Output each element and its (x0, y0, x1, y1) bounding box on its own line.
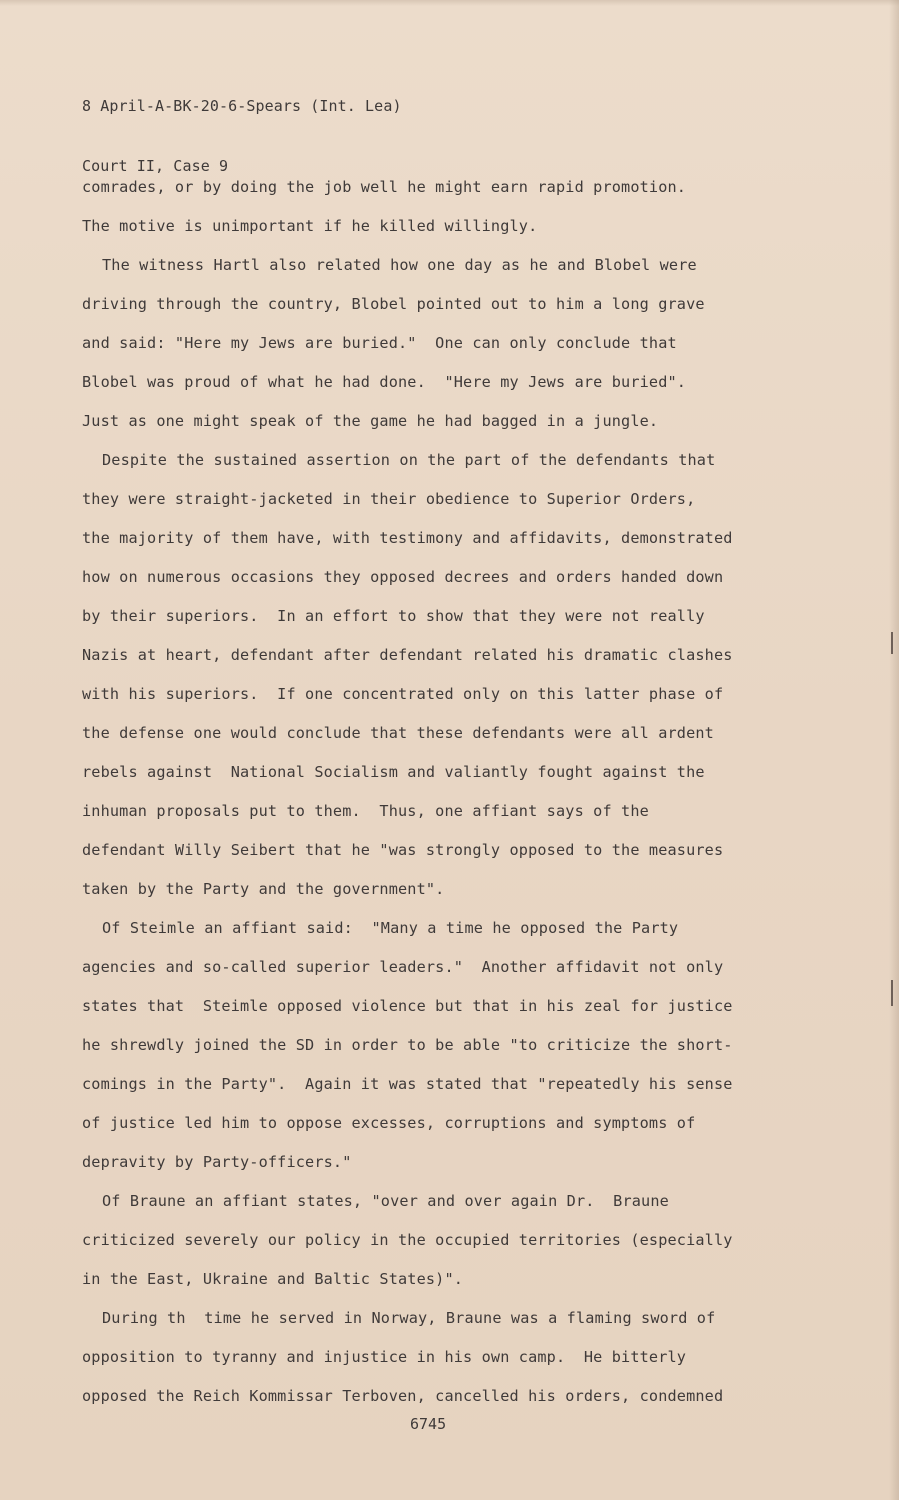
header-line-1: 8 April-A-BK-20-6-Spears (Int. Lea) (82, 97, 402, 115)
text-line: criticized severely our policy in the occupied territories (especially (82, 1231, 733, 1249)
text-line: comings in the Party". Again it was stated that "repeatedly his sense (82, 1075, 733, 1093)
text-line: by their superiors. In an effort to show that they were not really (82, 607, 705, 625)
edge-mark (891, 980, 893, 1006)
text-line: inhuman proposals put to them. Thus, one affiant says of the (82, 802, 649, 820)
text-line: of justice led him to oppose excesses, corruptions and symptoms of (82, 1114, 696, 1132)
text-line: and said: "Here my Jews are buried." One can only conclude that (82, 334, 677, 352)
text-line: Of Braune an affiant states, "over and over again Dr. Braune (102, 1192, 669, 1210)
body-text (82, 168, 782, 1416)
text-line: defendant Willy Seibert that he "was strongly opposed to the measures (82, 841, 724, 859)
text-line: states that Steimle opposed violence but that in his zeal for justice (82, 997, 733, 1015)
text-line: driving through the country, Blobel pointed out to him a long grave (82, 295, 705, 313)
text-line: the majority of them have, with testimony and affidavits, demonstrated (82, 529, 733, 547)
text-line: Despite the sustained assertion on the part of the defendants that (102, 451, 716, 469)
text-line: The motive is unimportant if he killed willingly. (82, 217, 538, 235)
text-line: opposed the Reich Kommissar Terboven, cancelled his orders, condemned (82, 1387, 724, 1405)
text-line: he shrewdly joined the SD in order to be able "to criticize the short- (82, 1036, 733, 1054)
text-line: taken by the Party and the government". (82, 880, 445, 898)
text-line: Blobel was proud of what he had done. "Here my Jews are buried". (82, 373, 687, 391)
text-line: with his superiors. If one concentrated only on this latter phase of (82, 685, 724, 703)
text-line: Of Steimle an affiant said: "Many a time he opposed the Party (102, 919, 679, 937)
text-line: they were straight-jacketed in their obedience to Superior Orders, (82, 490, 696, 508)
page-top-shadow (0, 0, 899, 6)
text-line: rebels against National Socialism and valiantly fought against the (82, 763, 705, 781)
text-line: in the East, Ukraine and Baltic States)". (82, 1270, 464, 1288)
page-right-edge (889, 0, 899, 1500)
text-line: agencies and so-called superior leaders." Another affidavit not only (82, 958, 724, 976)
text-line: Nazis at heart, defendant after defendant related his dramatic clashes (82, 646, 733, 664)
edge-mark (891, 632, 893, 654)
text-line: Just as one might speak of the game he had bagged in a jungle. (82, 412, 659, 430)
page-number: 6745 (410, 1415, 447, 1433)
text-line: The witness Hartl also related how one day as he and Blobel were (102, 256, 697, 274)
text-line: comrades, or by doing the job well he might earn rapid promotion. (82, 178, 687, 196)
text-line: how on numerous occasions they opposed decrees and orders handed down (82, 568, 724, 586)
header-line-2: Court II, Case 9 (82, 157, 229, 175)
text-line: depravity by Party-officers." (82, 1153, 352, 1171)
text-line: opposition to tyranny and injustice in his own camp. He bitterly (82, 1348, 687, 1366)
text-line: During th time he served in Norway, Braune was a flaming sword of (102, 1309, 716, 1327)
text-line: the defense one would conclude that these defendants were all ardent (82, 724, 714, 742)
